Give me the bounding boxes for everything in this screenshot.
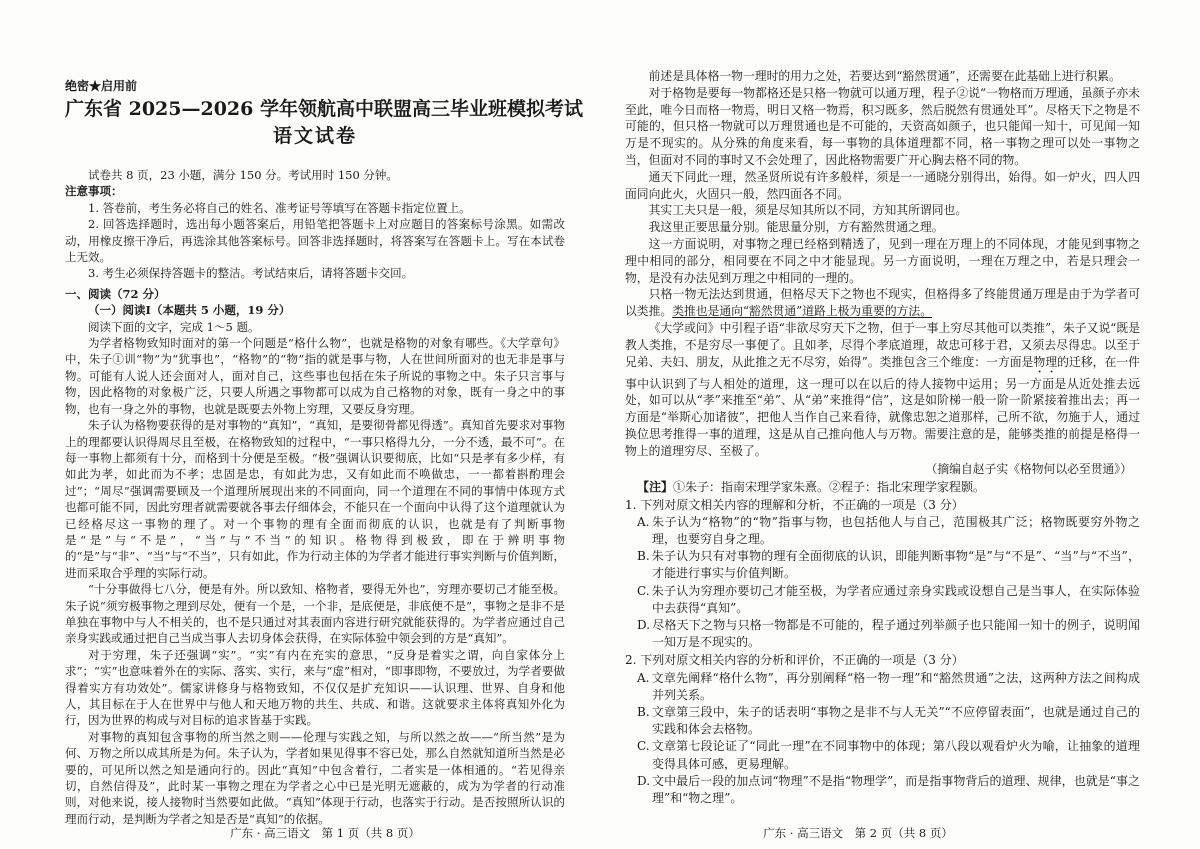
- page-footer: 广东 · 高三语文 第 1 页（共 8 页）: [230, 826, 420, 840]
- passage-paragraph: 对事物的真知包含事物的所当然之则——伦理与实践之知，与所以然之故——“所当然”是为何、万物之所以成其所是为何。朱子认为，学者如果见得事不容已处，那么自然就知道所当然是必要的，可见所以然之知是通向行的。因此“真知”中包含着行，二者实是一体相通的。“若见得亲切，自然信得及”，此时某一事物之理在为学者之心中已是光明无遮蔽的，成为为学者的行动准则，对他来说，接人接物时当然要如此做。“真知”体现于行动，也落实于行动。是否按照所认识的理而行动，是判断为学者之知是否是“真知”的依据。: [65, 729, 565, 826]
- right-page: [625, 68, 1140, 807]
- question-option: [637, 738, 1140, 772]
- notice-heading: 注意事项：: [65, 184, 123, 199]
- footnote: [637, 479, 1140, 496]
- exam-info: 试卷共 8 页，23 小题，满分 150 分。考试用时 150 分钟。: [88, 168, 398, 182]
- passage-paragraph: 这一方面说明，对事物之理已经格到精透了，见到一理在万理上的不同体现，才能见到事物之理中相同的部分，相同要在不同之中才能显现。另一方面说明，一理在万理之中，若是只理会一物，是没有办法见到万理之中相同的一理的。: [625, 236, 1140, 285]
- question-option: [637, 514, 1140, 548]
- passage-paragraph: [625, 320, 1140, 460]
- reading-instruction: 阅读下面的文字，完成 1～5 题。: [88, 319, 260, 334]
- option-label: D.: [637, 617, 651, 632]
- paragraph-text: 只格一物无法达到贯通，但格尽天下之物也不现实，但格得多了终能贯通万理是由于为学者可以类推。: [625, 287, 1140, 319]
- question-option: [637, 548, 1140, 582]
- option-text: 朱子认为只有对事物的理有全面彻底的认识，即能判断事物“是”与“不是”、“当”与“不当”，才能进行事实与价值判断。: [651, 549, 1140, 581]
- passage-paragraph: [625, 286, 1140, 320]
- paragraph-text: 的迁移，在一件事中认识到了与人相处的道理，这一理可以在以后的待人接物中运用；另一方面是从近处推去远处，如可以从“孝”来推至“弟”、从“弟”来推得“信”，这是如阶梯一般一阶一阶紧接着推出去；再一方面是“举斯心加诸彼”，把他人当作自己来看待，就像忠恕之道那样，己所不欲，勿施于人，通过换位思考推得一事的道理，这是从自己推向他人与万物。需要注意的是，能够类推的前提是格得一物上的道理穷尽、至极了。: [625, 354, 1140, 458]
- page-footer: 广东 · 高三语文 第 2 页（共 8 页）: [763, 826, 953, 840]
- option-text: 文章第七段论证了“同此一理”在不同事物中的体现；第八段以观看炉火为喻，让抽象的道理变得具体可感，更易理解。: [651, 739, 1140, 771]
- footnote-text: ①朱子：指南宋理学家朱熹。②程子：指北宋理学家程颢。: [673, 479, 986, 494]
- question-option: [637, 704, 1140, 738]
- option-label: A.: [637, 670, 650, 685]
- subsection-heading: （一）阅读Ⅰ（本题共 5 小题，19 分）: [88, 303, 291, 318]
- option-label: B.: [637, 549, 650, 564]
- question-option: [637, 670, 1140, 704]
- quoted-paragraph: 通天下同此一理，然圣贤所说有许多般样，须是一一通晓分别得出，始得。如一炉火，四人四面同向此火，火固只一般，然四面各不同。: [625, 169, 1140, 201]
- passage-paragraph: 朱子认为格物要获得的是对事物的“真知”，“真知，是要彻骨都见得透”。真知首先要求对事物上的理都要认识得周尽且至极，在格物致知的过程中，“一事只格得九分，一分不透，最不可”。在每一事物上都须有十分，而格到十分便是至极。“极”强调认识要彻底，比如“只是孝有多少样，有如此为孝，如此而为不孝；忠固是忠，有如此为忠，又有如此而不唤做忠，一一都着斟酌理会过”；“周尽”强调需要顾及一个道理所展现出来的不同面向，同一个道理在不同的事情中体现方式也都可能不同，因此穷理者就需要就各事去仔细体会，不能只在一个面向中认得了这个道理就认为已经格尽这一事物的理了。对一个事物的理有全面而彻底的认识，也就是有了判断事物是“是”与“不是”，“当”与“不当”的知识。格物得到极致，即在于辨明事物的“是”与“非”、“当”与“不当”，只有如此，作为行动主体的为学者才能进行事实判断与价值判断，进而采取合乎理的实际行动。: [65, 418, 565, 580]
- section-heading: 一、阅读（72 分）: [65, 286, 166, 301]
- passage-paragraph: 对于格物是要每一物都格还是只格一物就可以通万理，程子②说“一物格而万理通，虽颜子亦未至此，唯今日而格一物焉，明日又格一物焉，积习既多，然后脱然有贯通处耳”。尽格天下之物是不可能的，但只格一物就可以万理贯通也是不可能的，天资高如颜子，也只能闻一知十，可见闻一知万是不现实的。从分殊的角度来看，每一事物的具体道理都不同，格一事物之理可以处一事物之当，但面对不同的事时又不会处理了，因此格物需要广开心胸去格不同的物。: [625, 85, 1140, 167]
- confidential-label: 绝密★启用前: [65, 79, 138, 93]
- notice-item: 1. 答卷前，考生务必将自己的姓名、准考证号等填写在答题卡指定位置上。: [88, 200, 471, 215]
- right-page-passage: [625, 68, 1140, 460]
- option-label: D.: [637, 773, 651, 788]
- paragraph-text: 《大学或问》中引程子语“非欲尽穷天下之物，但于一事上穷尽其他可以类推”，朱子又说“既是教人类推，不是穷尽一事便了。且如孝，尽得个孝底道理，故忠可移于君，又须去尽得忠。以至于兄弟、夫妇、朋友，从此推之无不尽穷，始得”。类推包含三个维度：一方面是: [625, 320, 1140, 369]
- left-page-body: [65, 167, 565, 827]
- option-label: C.: [637, 583, 650, 598]
- option-text: 尽格天下之物与只格一物都是不可能的，程子通过列举颜子也只能闻一知十的例子，说明闻一知万是不现实的。: [652, 617, 1140, 650]
- option-text: 朱子认为穷理亦要切己才能至极，为学者应通过亲身实践或设想自己是当事人，在实际体验中去获得“真知”。: [651, 583, 1140, 615]
- dotted-word: 物理: [1033, 354, 1058, 369]
- option-label: C.: [637, 739, 650, 754]
- question-option: [637, 773, 1140, 807]
- option-text: 朱子认为“格物”的“物”指事与物，也包括他人与自己，范围极其广泛；格物既要穷外物之理，也要穷自身之理。: [651, 514, 1140, 546]
- notice-item: 2. 回答选择题时，选出每小题答案后，用铅笔把答题卡上对应题目的答案标号涂黑。如需改动，用橡皮擦干净后，再选涂其他答案标号。回答非选择题时，将答案写在答题卡上。写在本试卷上无效。: [65, 217, 565, 265]
- option-label: B.: [637, 704, 650, 719]
- question-option: [637, 583, 1140, 617]
- exam-subtitle: 语文试卷: [272, 125, 357, 147]
- notice-item: 3. 考生必须保持答题卡的整洁。考试结束后，请将答题卡交回。: [88, 266, 414, 281]
- left-page: [65, 78, 583, 827]
- footnote-label: 【注】: [637, 479, 674, 494]
- option-label: A.: [637, 514, 650, 529]
- quoted-paragraph: 其实工夫只是一般，须是尽知其所以不同，方知其所谓同也。: [648, 203, 968, 218]
- questions: [625, 497, 1140, 808]
- option-text: 文章先阐释“格什么物”，再分别阐释“格一物一理”和“豁然贯通”之法，这两种方法之间构成并列关系。: [651, 670, 1140, 702]
- passage-paragraph: 前述是具体格一物一理时的用力之处，若要达到“豁然贯通”，还需要在此基础上进行积累。: [648, 69, 1121, 83]
- passage-paragraph: 为学者格物致知时面对的第一个问题是“格什么物”，也就是格物的对象有哪些。《大学章句》中，朱子①训“物”为“犹事也”，“格物”的“物”指的就是事与物，人在世间所面对的也无非是事与物。可能有人说人还会面对人，面对自己，这些事也包括在朱子所说的事物之中。朱子只言事与物，因此格物的对象极广泛，只要人所遇之事物都可以成为自己格物的对象，既有一身之中的事物，也有一身之外的事物，也就是既要去外物上穷理，又要反身穷理。: [65, 336, 565, 416]
- question-stem: 2. 下列对原文相关内容的分析和评价，不正确的一项是（3 分）: [625, 653, 964, 668]
- source-citation: （摘编自赵子实《格物何以必至贯通》）: [925, 461, 1132, 476]
- question-option: [637, 617, 1140, 651]
- option-text: 文中最后一段的加点词“物理”不是指“物理学”，而是指事物背后的道理、规律，也就是“事之理”和“物之理”。: [652, 773, 1140, 805]
- question-stem: 1. 下列对原文相关内容的理解和分析，不正确的一项是（3 分）: [625, 497, 964, 512]
- exam-title: 广东省 2025—2026 学年领航高中联盟高三毕业班模拟考试: [65, 98, 583, 120]
- option-text: 文章第三段中，朱子的话表明“事物之是非不与人无关”“不应停留表面”，也就是通过自己的实践和体会去格物。: [651, 704, 1140, 737]
- passage-paragraph: 对于穷理，朱子还强调“实”。“实”有内在充实的意思，“反身是着实之谓，向自家体分上求”；“实”也意味着外在的实际、落实、实行，来与“虚”相对，“即事即物，不要放过，为学者要做得着实方有功效处”。儒家讲修身与格物致知，不仅仅是扩充知识——认识理、世界、自身和他人，其目标在于人在世界中与他人和天地万物的共生、共成、和谐。这就要求主体将真知外化为行，因为世界的构成与对目标的追求皆基于实践。: [65, 647, 565, 728]
- quoted-paragraph: 我这里正要思量分别。能思量分别，方有豁然贯通之理。: [648, 220, 944, 235]
- underlined-sentence: 类推也是通向“豁然贯通”道路上极为重要的方法。: [672, 304, 933, 319]
- passage-paragraph: “十分事做得七八分，便是有外。所以致知、格物者，要得无外也”，穷理亦要切己才能至极。朱子说“须穷极事物之理到尽处，便有一个是，一个非，是底便是，非底便不是”，事物之是非不是单独在事物中与人不相关的，也不是只通过对其表面内容进行研究就能获得的。为学者应通过自己亲身实践或通过把自己当成当事人去切身体会获得，在实际体验中领会到的方是“真知”。: [65, 582, 565, 646]
